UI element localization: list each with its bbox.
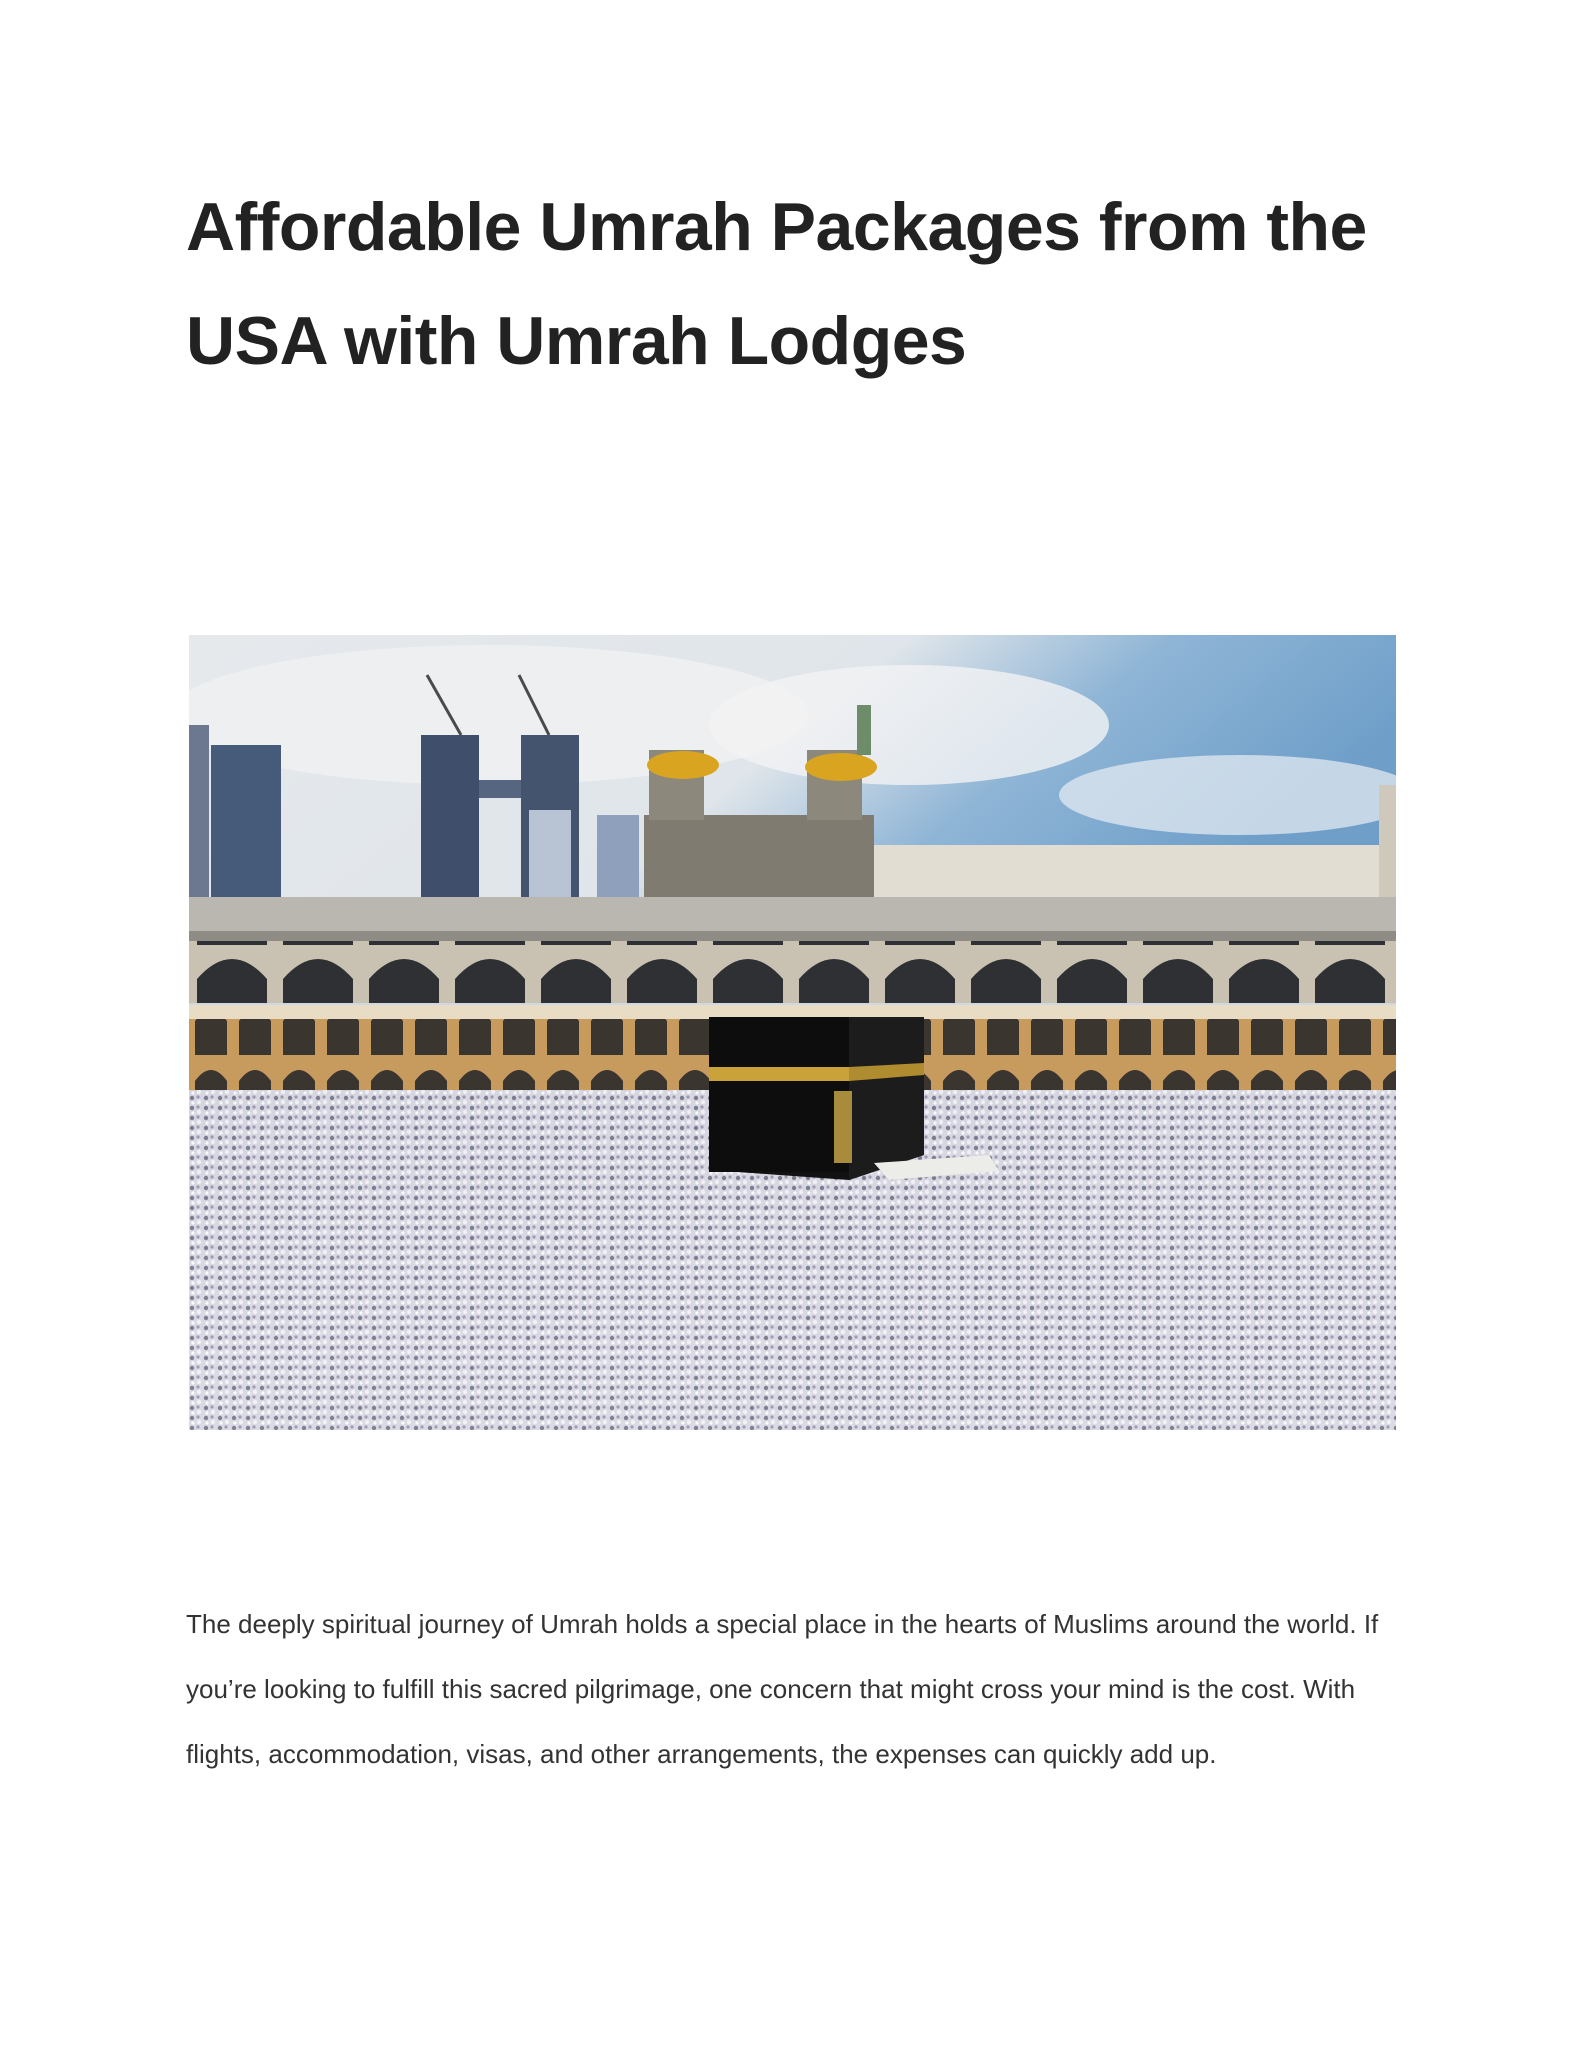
kaaba-photo — [189, 635, 1396, 1430]
kaaba-hero-image — [189, 635, 1396, 1430]
article-title: Affordable Umrah Packages from the USA with Umrah Lodges — [186, 189, 1367, 379]
article-paragraph: The deeply spiritual journey of Umrah holds a special place in the hearts of Muslims around the world. If you’re looking to fulfill this sacred pilgrimage, one concern that might cross your mind is the cost. With flights, accommodation, visas, and other arrangements, the expenses can quickly add up. — [186, 1609, 1379, 1769]
